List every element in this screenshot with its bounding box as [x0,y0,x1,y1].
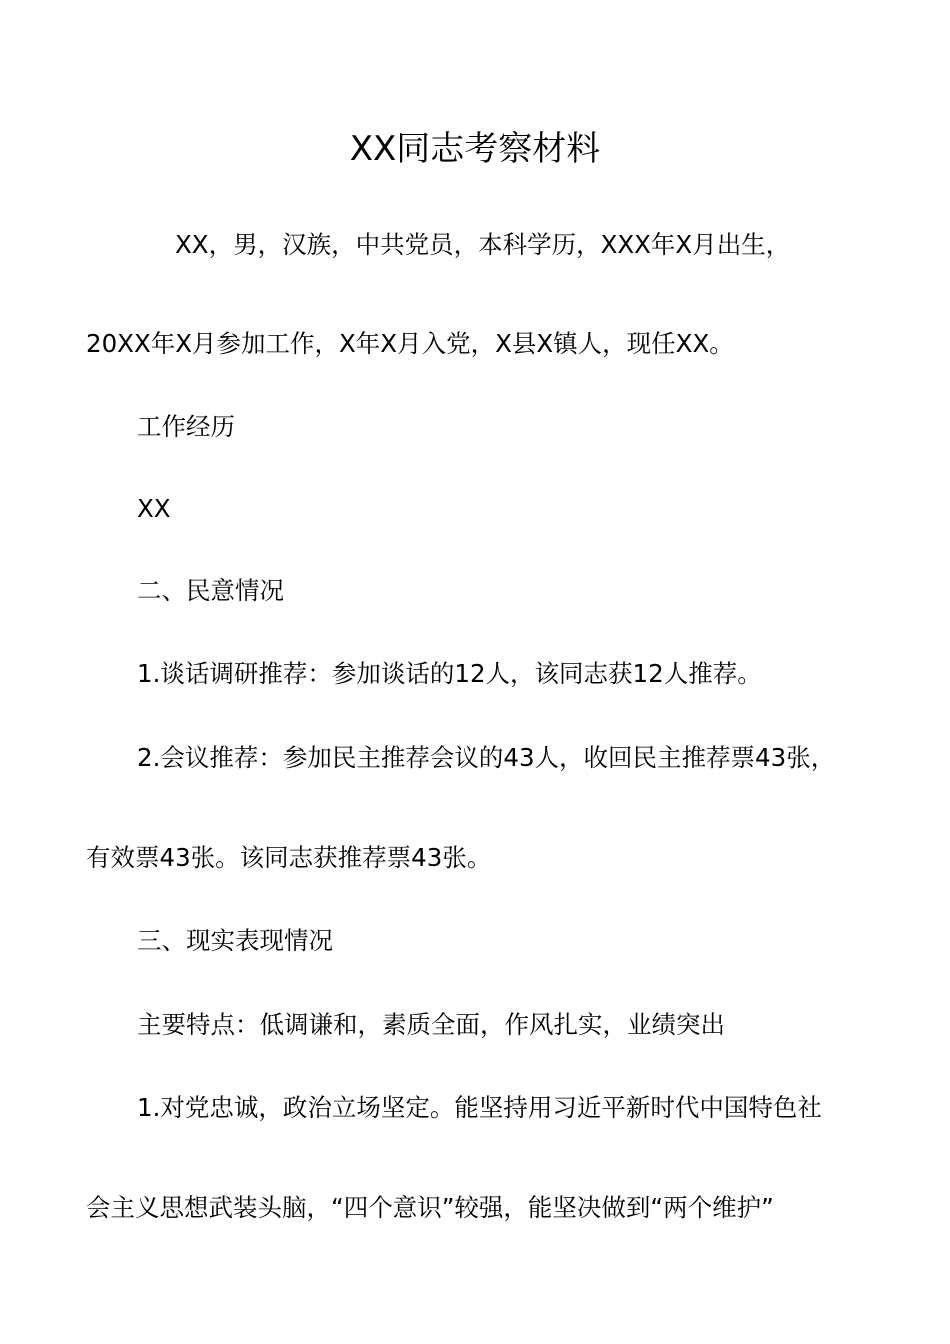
section-heading-work-history: 工作经历 [137,412,235,441]
bio-line-2: 20XX年X月参加工作，X年X月入党，X县X镇人，现任XX。 [86,329,734,358]
section-heading-performance: 三、现实表现情况 [137,926,333,955]
paragraph-meeting-recommendation-line-1: 2.会议推荐：参加民主推荐会议的43人，收回民主推荐票43张， [137,743,836,772]
paragraph-loyalty-line-1: 1.对党忠诚，政治立场坚定。能坚持用习近平新时代中国特色社 [137,1093,822,1122]
paragraph-meeting-recommendation-line-2: 有效票43张。该同志获推荐票43张。 [86,843,492,872]
paragraph-main-traits: 主要特点：低调谦和，素质全面，作风扎实，业绩突出 [137,1010,725,1039]
paragraph-loyalty-line-2: 会主义思想武装头脑，“四个意识”较强，能坚决做到“两个维护” [86,1193,774,1222]
paragraph-interview-recommendation: 1.谈话调研推荐：参加谈话的12人，该同志获12人推荐。 [137,659,762,688]
work-history-text: XX [137,494,171,523]
document-title: XX同志考察材料 [349,129,601,169]
bio-line-1: XX，男，汉族，中共党员，本科学历，XXX年X月出生， [175,230,791,259]
section-heading-public-opinion: 二、民意情况 [137,576,284,605]
